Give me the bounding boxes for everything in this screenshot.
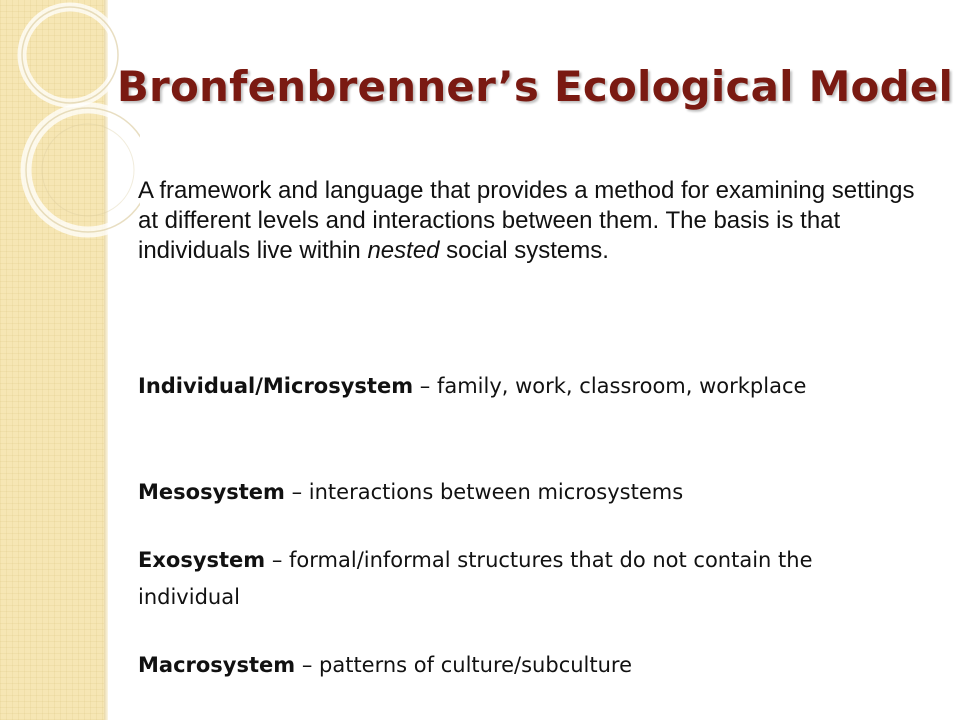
decorative-rings-icon	[0, 0, 140, 260]
system-term: Exosystem	[138, 548, 266, 572]
intro-emphasis: nested	[367, 237, 440, 264]
system-description: formal/informal structures that do not contain the individual	[138, 548, 813, 609]
term-separator: –	[413, 374, 437, 398]
intro-paragraph	[138, 176, 918, 266]
system-description: family, work, classroom, workplace	[436, 374, 807, 398]
system-term: Macrosystem	[138, 653, 296, 677]
slide-title: Bronfenbrenner’s Ecological Model	[116, 62, 954, 111]
intro-text-part-2: social systems.	[439, 237, 609, 264]
term-separator: –	[265, 548, 290, 572]
system-item-macrosystem	[138, 647, 918, 684]
system-term: Mesosystem	[138, 480, 285, 504]
intro-text-part-1: A framework and language that provides a method for examining settings at different levels and interactions between them. The basis is that individuals live within	[138, 177, 915, 264]
system-description: patterns of culture/subculture	[319, 653, 633, 677]
system-item-exosystem	[138, 542, 918, 616]
system-description: interactions between microsystems	[308, 480, 684, 504]
system-item-mesosystem	[138, 474, 918, 511]
term-separator: –	[284, 480, 309, 504]
system-item-microsystem	[138, 368, 918, 405]
term-separator: –	[295, 653, 320, 677]
system-term: Individual/Microsystem	[138, 374, 414, 398]
